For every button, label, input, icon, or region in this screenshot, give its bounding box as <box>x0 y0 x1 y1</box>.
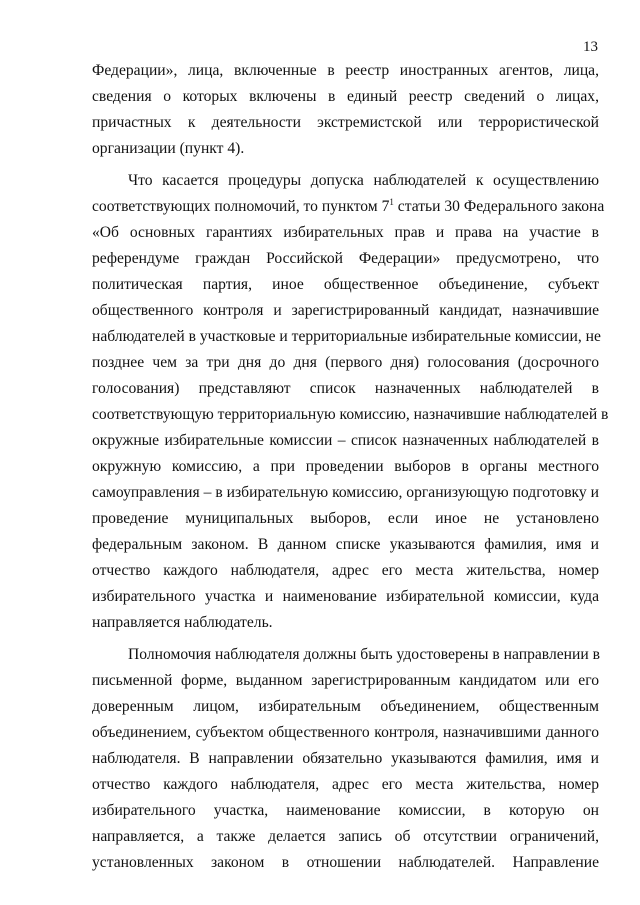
text-line: отчество каждого наблюдателя, адрес его места жительства, номер <box>92 562 599 579</box>
text-line: соответствующую территориальную комиссию, назначившие наблюдателей в <box>92 406 609 423</box>
text-line: письменной форме, выданном зарегистрированным кандидатом или его <box>92 672 599 689</box>
text-line: Что касается процедуры допуска наблюдателей к осуществлению <box>128 172 599 189</box>
text-line: Полномочия наблюдателя должны быть удостоверены в направлении в <box>128 646 600 663</box>
text-line: политическая партия, иное общественное объединение, субъект <box>92 276 599 293</box>
text-line: причастных к деятельности экстремистской или террористической <box>92 114 599 131</box>
text-line: окружные избирательные комиссии – список назначенных наблюдателей в <box>92 432 599 449</box>
document-body <box>92 58 609 876</box>
text-line: федеральным законом. В данном списке указываются фамилия, имя и <box>92 536 599 553</box>
text-line: окружную комиссию, а при проведении выборов в органы местного <box>92 458 599 475</box>
text-line: позднее чем за три дня до дня (первого дня) голосования (досрочного <box>92 354 599 371</box>
text-line: установленных законом в отношении наблюдателей. Направление <box>92 854 599 871</box>
paragraph-3 <box>92 642 599 876</box>
text-line: отчество каждого наблюдателя, адрес его места жительства, номер <box>92 776 599 793</box>
text-line: доверенным лицом, избирательным объединением, общественным <box>92 698 599 715</box>
text-line: общественного контроля и зарегистрированный кандидат, назначившие <box>92 302 599 319</box>
text-line: организации (пункт 4). <box>92 140 245 157</box>
text-line: избирательного участка и наименование избирательной комиссии, куда <box>92 588 599 605</box>
text-line: наблюдателей в участковые и территориальные избирательные комиссии, не <box>92 328 601 345</box>
text-fragment: соответствующих полномочий, то пунктом 7 <box>92 198 390 215</box>
text-line: голосования) представляют список назначенных наблюдателей в <box>92 380 599 397</box>
text-line: сведения о которых включены в единый реестр сведений о лицах, <box>92 88 599 105</box>
text-fragment: статьи 30 Федерального закона <box>393 198 605 215</box>
paragraph-2 <box>92 168 609 636</box>
text-line: наблюдателя. В направлении обязательно указываются фамилия, имя и <box>92 750 599 767</box>
text-line: избирательного участка, наименование комиссии, в которую он <box>92 802 599 819</box>
text-line: референдуме граждан Российской Федерации» предусмотрено, что <box>92 250 599 267</box>
text-line: направляется, а также делается запись об отсутствии ограничений, <box>92 828 599 845</box>
text-line-with-superscript <box>92 194 605 220</box>
page-number: 13 <box>583 39 598 55</box>
text-line: «Об основных гарантиях избирательных прав и права на участие в <box>92 224 599 241</box>
superscript-index: 1 <box>389 196 394 207</box>
paragraph-1 <box>92 58 599 162</box>
text-line: направляется наблюдатель. <box>92 614 273 631</box>
text-line: Федерации», лица, включенные в реестр иностранных агентов, лица, <box>92 62 599 79</box>
text-line: проведение муниципальных выборов, если иное не установлено <box>92 510 599 527</box>
text-line: объединением, субъектом общественного контроля, назначившими данного <box>92 724 599 741</box>
text-line: самоуправления – в избирательную комиссию, организующую подготовку и <box>92 484 599 501</box>
